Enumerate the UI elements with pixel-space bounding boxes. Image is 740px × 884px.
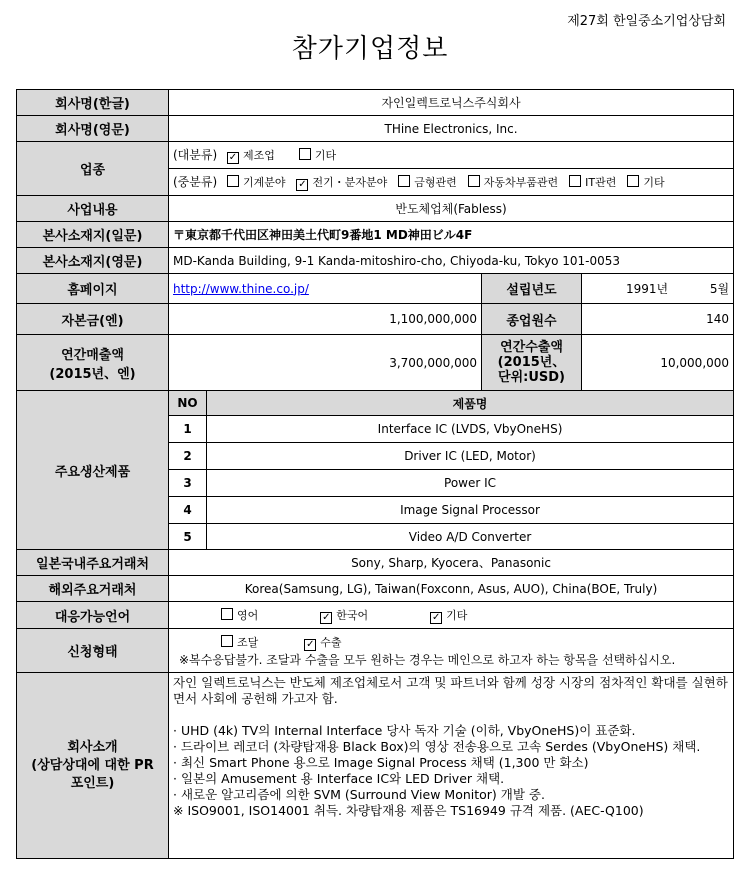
checkbox-label: 전기・분자분야 (312, 176, 388, 189)
sales-value: 3,700,000,000 (169, 335, 482, 391)
application-note: ※복수응답불가. 조달과 수출을 모두 원하는 경우는 메인으로 하고자 하는 항목을 선택하십시오. (179, 652, 676, 667)
checkbox-unchecked[interactable] (627, 175, 639, 187)
company-intro (169, 673, 734, 859)
checkbox-label: 제조업 (242, 149, 275, 162)
intro-line: · 일본의 Amusement 용 Interface IC와 LED Driver 채택. (173, 771, 505, 786)
label-established: 설립년도 (482, 274, 582, 304)
label-addr-jp: 본사소재지(일문) (17, 222, 169, 248)
address-en: MD-Kanda Building, 9-1 Kanda-mitoshiro-cho, Chiyoda-ku, Tokyo 101-0053 (169, 248, 734, 274)
intro-line: · UHD (4k) TV의 Internal Interface 당사 독자 기술 (이하, VbyOneHS)이 표준화. (173, 723, 636, 738)
checkbox-label: 자동차부품관련 (483, 176, 559, 189)
checkbox-label: 기타 (314, 149, 337, 162)
checkbox-checked[interactable]: ✓ (431, 611, 441, 623)
languages-options (169, 602, 734, 629)
label-sales: 연간매출액 (2015년、엔) (17, 335, 169, 391)
label-capital: 자본금(엔) (17, 304, 169, 335)
overseas-clients-value: Korea(Samsung, LG), Taiwan(Foxconn, Asus, AUO), China(BOE, Truly) (169, 576, 734, 602)
label-name-kr: 회사명(한글) (17, 90, 169, 116)
label-application: 신청형태 (17, 629, 169, 673)
label-products: 주요생산제품 (17, 391, 169, 550)
industry-minor-options (221, 175, 670, 189)
checkbox-label: 기계분야 (242, 176, 286, 189)
checkbox-unchecked[interactable] (569, 175, 581, 187)
checkbox-checked[interactable]: ✓ (298, 179, 307, 190)
event-title: 제27회 한일중소기업상담회 (567, 14, 726, 29)
label-overseas-clients: 해외주요거래처 (17, 576, 169, 602)
industry-major-options (221, 148, 354, 162)
intro-line: · 최신 Smart Phone 용으로 Image Signal Process 채택 (1,300 만 화소) (173, 755, 589, 770)
languages-options-list (215, 608, 523, 622)
checkbox-label: 한국어 (336, 608, 369, 622)
label-industry: 업종 (17, 142, 169, 196)
label-intro: 회사소개 (상담상대에 대한 PR 포인트) (17, 673, 169, 859)
company-info-table (16, 89, 734, 859)
product-name: Interface IC (LVDS, VbyOneHS) (207, 416, 734, 443)
checkbox-label: 영어 (237, 608, 259, 622)
checkbox-label: IT관련 (585, 176, 617, 189)
checkbox-label: 기타 (446, 608, 468, 622)
checkbox-unchecked[interactable] (227, 175, 239, 187)
jp-clients-value: Sony, Sharp, Kyocera、Panasonic (169, 550, 734, 576)
checkbox-unchecked[interactable] (299, 148, 311, 160)
products-col-no: NO (169, 391, 207, 416)
label-languages: 대응가능언어 (17, 602, 169, 629)
homepage-cell (169, 274, 482, 304)
established-year: 1991년 (626, 282, 669, 296)
label-addr-en: 본사소재지(영문) (17, 248, 169, 274)
intro-line (173, 707, 729, 723)
intro-line: ※ ISO9001, ISO14001 취득. 차량탑재용 제품은 TS16949 규격 제품. (AEC-Q100) (173, 803, 644, 818)
checkbox-label: 기타 (643, 176, 665, 189)
intro-line: · 드라이브 레코더 (차량탑재용 Black Box)의 영상 전송용으로 고속 Serdes (VbyOneHS) 채택. (173, 739, 701, 754)
product-name: Driver IC (LED, Motor) (207, 443, 734, 470)
product-no: 4 (169, 497, 207, 524)
label-jp-clients: 일본국내주요거래처 (17, 550, 169, 576)
company-name-en: THine Electronics, Inc. (169, 116, 734, 142)
application-options (215, 634, 729, 651)
products-col-name: 제품명 (207, 391, 734, 416)
established-month: 5월 (709, 282, 730, 296)
checkbox-checked[interactable]: ✓ (306, 638, 315, 650)
company-name-kr: 자인일렉트로닉스주식회사 (169, 90, 734, 116)
industry-minor-label: (중분류) (173, 175, 218, 189)
checkbox-unchecked[interactable] (221, 608, 233, 620)
business-content: 반도체업체(Fabless) (169, 196, 734, 222)
checkbox-unchecked[interactable] (221, 635, 233, 647)
product-name: Power IC (207, 470, 734, 497)
checkbox-checked[interactable]: ✓ (228, 152, 238, 163)
established-value (582, 274, 734, 304)
checkbox-label: 조달 (237, 635, 259, 649)
checkbox-unchecked[interactable] (468, 175, 480, 187)
checkbox-label: 금형관련 (414, 176, 457, 189)
product-name: Image Signal Processor (207, 497, 734, 524)
checkbox-label: 수출 (320, 635, 342, 649)
industry-minor-row (169, 169, 734, 196)
label-exports: 연간수출액 (2015년、 단위:USD) (482, 335, 582, 391)
employees-value: 140 (582, 304, 734, 335)
product-name: Video A/D Converter (207, 524, 734, 550)
label-employees: 종업원수 (482, 304, 582, 335)
product-no: 2 (169, 443, 207, 470)
checkbox-checked[interactable]: ✓ (322, 611, 331, 623)
homepage-link[interactable]: http://www.thine.co.jp/ (173, 281, 309, 296)
product-no: 5 (169, 524, 207, 550)
product-no: 3 (169, 470, 207, 497)
address-jp: 〒東京都千代田区神田美土代町9番地1 MD神田ビル4F (169, 222, 734, 248)
industry-major-label: (대분류) (173, 148, 218, 162)
label-business: 사업내용 (17, 196, 169, 222)
industry-major-row (169, 142, 734, 169)
exports-value: 10,000,000 (582, 335, 734, 391)
intro-line: 자인 일렉트로닉스는 반도체 제조업체로서 고객 및 파트너와 함께 성장 시장의 점차적인 확대를 실현하면서 사회에 공헌해 가고자 함. (173, 675, 728, 706)
label-homepage: 홈페이지 (17, 274, 169, 304)
product-no: 1 (169, 416, 207, 443)
capital-value: 1,100,000,000 (169, 304, 482, 335)
label-name-en: 회사명(영문) (17, 116, 169, 142)
checkbox-unchecked[interactable] (398, 175, 410, 187)
application-cell (169, 629, 734, 673)
page-title: 참가기업정보 (291, 34, 449, 64)
intro-line: · 새로운 알고리즘에 의한 SVM (Surround View Monitor) 개발 중. (173, 787, 545, 802)
